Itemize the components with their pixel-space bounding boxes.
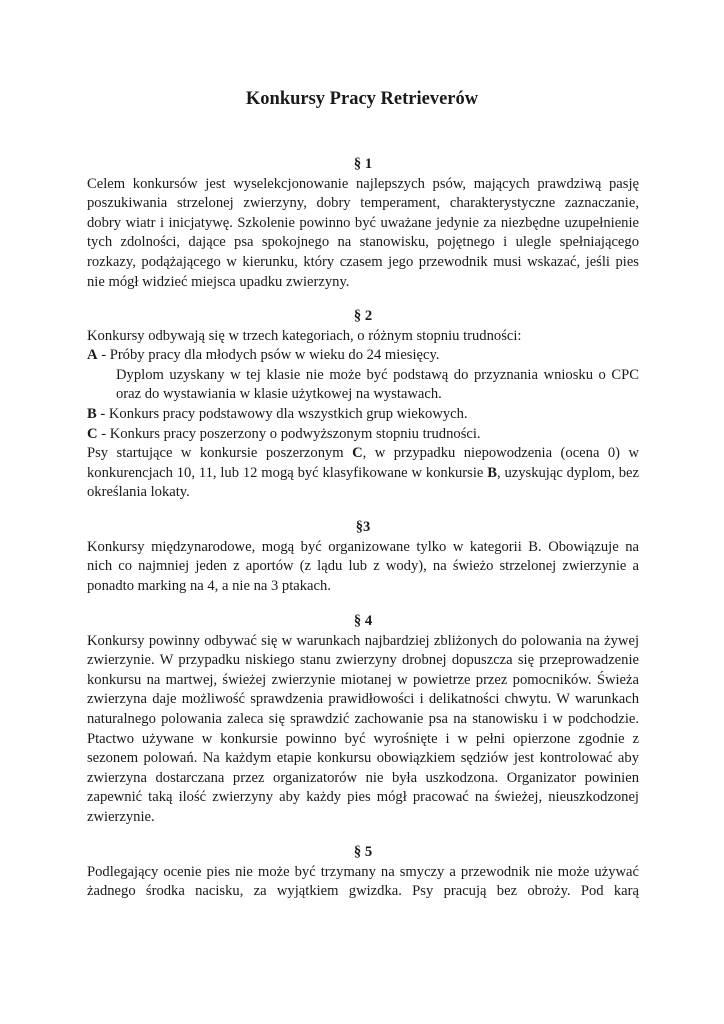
- note-category-c: C: [352, 445, 363, 462]
- category-a: [87, 346, 639, 366]
- section-3-heading: §3: [355, 519, 371, 535]
- category-c: [87, 425, 639, 445]
- category-b-text: - Konkurs pracy podstawowy dla wszystkich grup wiekowych.: [96, 405, 468, 422]
- note-category-b: B: [487, 464, 497, 481]
- section-4-heading: § 4: [353, 613, 373, 629]
- section-1-text: Celem konkursów jest wyselekcjonowanie najlepszych psów, mających prawdziwą pasję poszukiwania strzelonej zwierzyny, dobry temperament, charakterystyczne zaznaczanie, dobry wiatr i inicjatywę. Szkolenie powinno być uważane jedynie za niezbędne uzupełnienie tych zdolności, dające psa spokojnego na stanowisku, pojętnego i ulegle spełniającego rozkazy, podążającego w kierunku, który czasem jego przewodnik musi wskazać, jeśli pies nie mógł widzieć miejsca upadku zwierzyny.: [87, 175, 639, 290]
- note-part-3: , uzyskując dyplom, bez określania lokaty.: [87, 464, 639, 501]
- section-5-line-1: Podlegający ocenie pies nie może być trzymany na smyczy a przewodnik nie może używać: [87, 863, 639, 880]
- section-1: [87, 155, 639, 292]
- category-b: [87, 405, 639, 425]
- section-4-text: Konkursy powinny odbywać się w warunkach najbardziej zbliżonych do polowania na żywej zwierzynie. W przypadku niskiego stanu zwierzyny drobnej dopuszcza się przeprowadzenie konkursu na martwej, świeżej zwierzynie miotanej w powietrze przez pomocników. Świeża zwierzyna daje możliwość sprawdzenia prawidłowości i delikatności chwytu. W warunkach naturalnego polowania zaleca się sprawdzić zachowanie psa na stanowisku i w podchodzie. Ptactwo używane w konkursie powinno być wyrośnięte i w pełni opierzone zgodnie z sezonem polowań. Na każdym etapie konkursu obowiązkiem sędziów jest kontrolować aby zwierzyna dostarczana przez organizatorów nie była uszkodzona. Organizator powinien zapewnić taką ilość zwierzyny aby każdy pies mógł pracować na świeżej, nieuszkodzonej zwierzynie.: [87, 632, 639, 825]
- section-5-line-2: żadnego środka nacisku, za wyjątkiem gwizdka. Psy pracują bez obroży. Pod karą: [87, 883, 639, 900]
- category-a-text: - Próby pracy dla młodych psów w wieku do 24 miesięcy.: [97, 347, 440, 364]
- section-2: [87, 307, 639, 503]
- section-1-heading: § 1: [353, 156, 373, 172]
- section-2-heading: § 2: [353, 308, 373, 324]
- note-part-1: Psy startujące w konkursie poszerzonym: [87, 445, 353, 462]
- category-c-letter: C: [87, 425, 98, 442]
- section-2-intro: Konkursy odbywają się w trzech kategoriach, o różnym stopniu trudności:: [87, 327, 522, 344]
- category-c-text: - Konkurs pracy poszerzony o podwyższonym stopniu trudności.: [97, 425, 481, 442]
- section-5-heading: § 5: [353, 844, 373, 860]
- category-a-note: Dyplom uzyskany w tej klasie nie może być podstawą do przyznania wniosku o CPC oraz do wystawiania w klasie użytkowej na wystawach.: [116, 366, 639, 403]
- note-part-2: , w przypadku niepowodzenia (ocena 0) w konkurencjach 10, 11, lub 12 mogą być klasyfikowane w konkursie: [87, 445, 639, 481]
- section-4: [87, 612, 639, 828]
- section-2-note: [87, 444, 639, 503]
- category-b-letter: B: [87, 405, 97, 422]
- section-5: [87, 843, 639, 902]
- document-title: Konkursy Pracy Retrieverów: [245, 89, 479, 109]
- section-3: [87, 518, 639, 596]
- category-a-letter: A: [87, 347, 98, 364]
- section-3-text: Konkursy międzynarodowe, mogą być organizowane tylko w kategorii B. Obowiązuje na nich co najmniej jeden z aportów (z lądu lub z wody), na świeżo strzelonej zwierzynie a ponadto marking na 4, a nie na 3 ptakach.: [87, 538, 639, 594]
